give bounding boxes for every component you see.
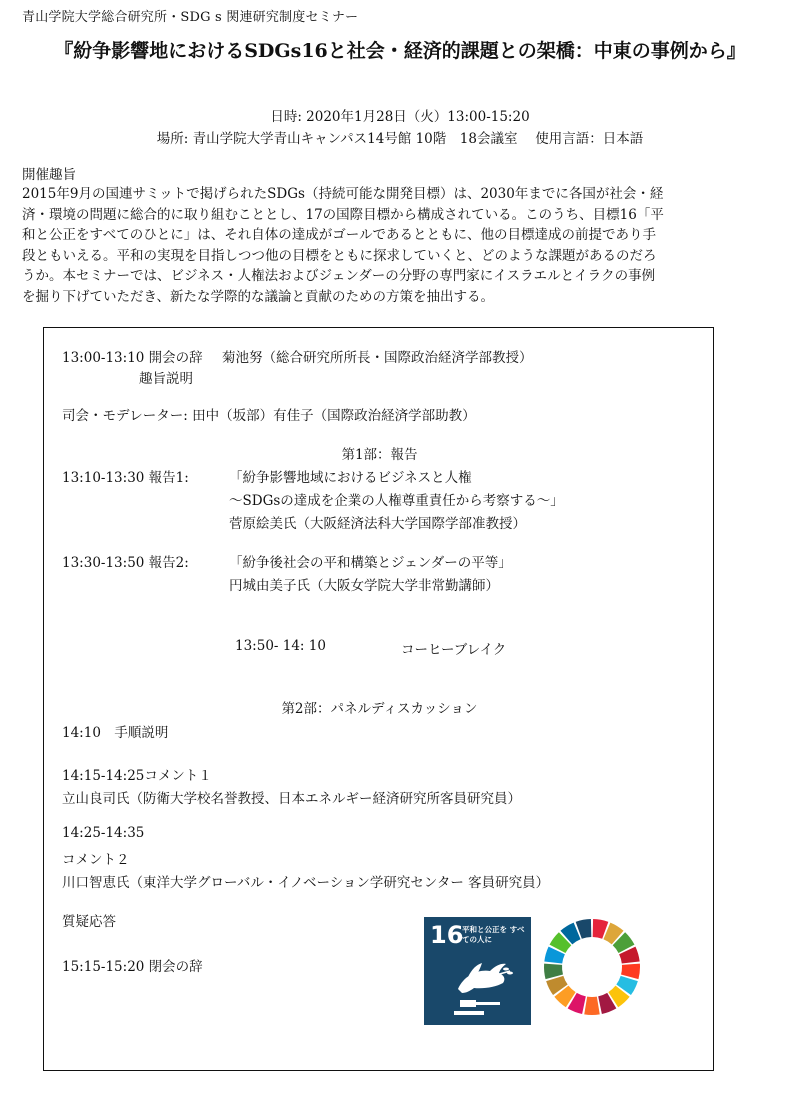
comment1-speaker: 立山良司氏（防衛大学校名誉教授、日本エネルギー経済研究所客員研究員） [62, 791, 521, 807]
purpose-line: うか。本セミナーでは、ビジネス・人権法およびジェンダーの分野の専門家にイスラエルとイラクの事例 [22, 268, 656, 285]
purpose-body [22, 184, 776, 308]
purpose-line: 和と公正をすべてのひとに」は、それ自体の達成がゴールであるとともに、他の目標達成の前提であり手 [22, 227, 656, 244]
break-label: コーヒーブレイク [401, 642, 507, 658]
report1-subtitle: ～SDGsの達成を企業の人権尊重責任から考察する～」 [229, 493, 564, 509]
sdg16-label: 平和と公正を すべての人に [462, 925, 525, 944]
comment2-label: コメント２ [62, 852, 130, 868]
moderator: 司会・モデレーター: 田中（坂部）有佳子（国際政治経済学部助教） [62, 408, 476, 424]
break-time: 13:50- 14: 10 [235, 638, 326, 654]
report1-time: 13:10-13:30 報告1: [62, 470, 189, 486]
report2-speaker: 円城由美子氏（大阪女学院大学非常勤講師） [229, 578, 499, 594]
purpose-line: 済・環境の問題に総合的に取り組むこととし、17の国際目標から構成されている。このうち、目標16「平 [22, 206, 664, 223]
sdg-wheel-segment [621, 964, 640, 979]
report1-title: 「紛争影響地域におけるビジネスと人権 [229, 470, 472, 486]
dove-gavel-icon [424, 917, 531, 1025]
report2-title: 「紛争後社会の平和構築とジェンダーの平等」 [229, 555, 512, 571]
part2-title: 第2部：パネルディスカッション [281, 701, 478, 717]
organizer-header: 青山学院大学総合研究所・SDG s 関連研究制度セミナー [22, 10, 359, 25]
purpose-line: 段ともいえる。平和の実現を目指しつつ他の目標をともに探求していくと、どのような課題があるのだろ [22, 247, 657, 264]
opening-speaker: 菊池努（総合研究所所長・国際政治経済学部教授） [222, 350, 533, 366]
sdg-wheel-logo [542, 917, 642, 1017]
report2-time: 13:30-13:50 報告2: [62, 555, 189, 571]
purpose-line: 2015年9月の国連サミットで掲げられたSDGs（持続可能な開発目標）は、2030年までに各国が社会・経 [22, 186, 664, 202]
purpose-line: を掘り下げていただき、新たな学際的な議論と貢献のための方策を抽出する。 [22, 288, 494, 305]
sdg16-number: 16 [430, 921, 464, 949]
report1-speaker: 菅原絵美氏（大阪経済法科大学国際学部准教授） [229, 516, 526, 532]
sdg16-icon [424, 917, 531, 1025]
comment2-speaker: 川口智恵氏（東洋大学グローバル・イノベーション学研究センター 客員研究員） [62, 875, 550, 891]
event-place: 場所: 青山学院大学青山キャンパス14号館 10階 18会議室 使用言語：日本語 [156, 131, 644, 147]
qa: 質疑応答 [62, 914, 116, 930]
part1-title: 第1部：報告 [341, 447, 418, 463]
opening-sub: 趣旨説明 [139, 371, 193, 387]
sdg-wheel-segment [584, 997, 600, 1015]
comment2-time: 14:25-14:35 [62, 825, 145, 841]
opening-time: 13:00-13:10 開会の辞 [62, 350, 203, 366]
comment1-time: 14:15-14:25コメント１ [62, 768, 212, 784]
closing: 15:15-15:20 閉会の辞 [62, 959, 203, 975]
procedure: 14:10 手順説明 [62, 725, 169, 741]
purpose-heading: 開催趣旨 [22, 167, 76, 183]
event-date: 日時: 2020年1月28日（火）13:00-15:20 [270, 109, 530, 125]
sdg-wheel-segment [544, 964, 563, 979]
seminar-title: 『紛争影響地におけるSDGs16と社会・経済的課題との架橋：中東の事例から』 [54, 40, 746, 62]
